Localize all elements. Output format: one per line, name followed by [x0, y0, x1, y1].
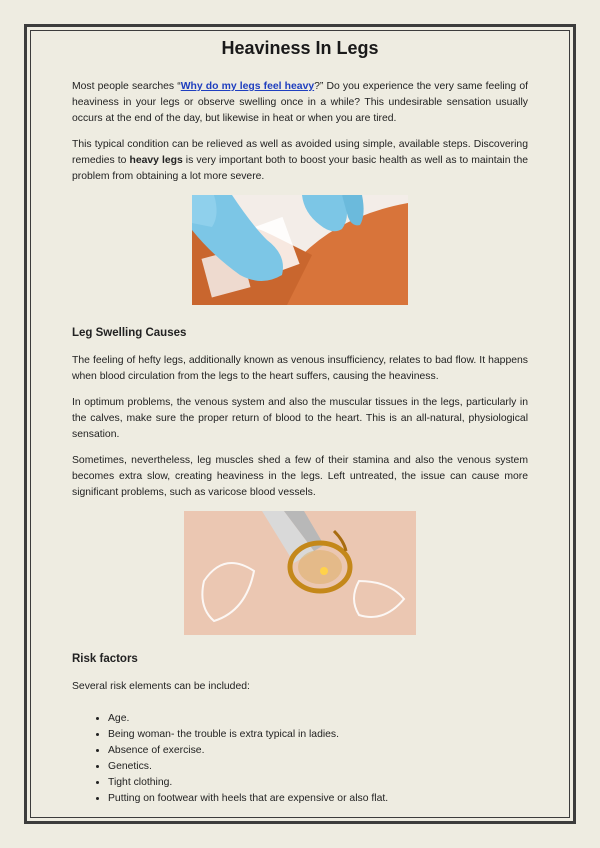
list-item: • Being woman- the trouble is extra typical in ladies.	[108, 727, 528, 743]
page-title: Heaviness In Legs	[221, 38, 379, 58]
causes-paragraph-1: The feeling of hefty legs, additionally known as venous insufficiency, relates to bad flow. It happens when blood circulation from the legs to the heart suffers, causing the heaviness.	[72, 355, 528, 382]
intro-text-end: ?” Do you experience the very same feeling of heaviness in your legs or observe swelling once in a while? This undesirable sensation usually occurs at the end of the day, but likewise in heat or when you are tired.	[72, 81, 528, 124]
leg-bandage-photo	[192, 195, 408, 305]
list-item: • Absence of exercise.	[108, 743, 528, 759]
remedies-paragraph	[72, 137, 528, 185]
document-content	[72, 34, 528, 807]
list-item: • Age.	[108, 711, 528, 727]
list-item: • Tight clothing.	[108, 775, 528, 791]
heavy-legs-link[interactable]: Why do my legs feel heavy	[180, 81, 315, 92]
heavy-legs-bold: heavy legs	[129, 155, 183, 166]
risk-factors-list	[72, 711, 528, 807]
intro-paragraph	[72, 79, 528, 127]
causes-paragraph-2: In optimum problems, the venous system and also the muscular tissues in the legs, particularly in the calves, make sure the proper return of blood to the heart. This is an all-natural, physiological sensation.	[72, 397, 528, 440]
list-item: • Putting on footwear with heels that are expensive or also flat.	[108, 791, 528, 807]
list-item: • Genetics.	[108, 759, 528, 775]
intro-text-start: Most people searches “	[72, 81, 181, 92]
risk-factors-intro: Several risk elements can be included:	[72, 681, 250, 692]
remedies-text-end: is very important both to boost your basic health as well as to maintain the problem from obtaining a lot more severe.	[72, 155, 528, 182]
causes-paragraph-3: Sometimes, nevertheless, leg muscles shed a few of their stamina and also the venous system becomes extra slow, creating heaviness in the legs. Left untreated, the issue can cause more significant problems, such as varicose blood vessels.	[72, 455, 528, 498]
leg-swelling-causes-heading: Leg Swelling Causes	[72, 327, 187, 339]
remedies-text-start: This typical condition can be relieved as well as avoided using simple, available steps. Discovering remedies to	[72, 139, 528, 166]
risk-factors-heading: Risk factors	[72, 653, 138, 665]
laser-treatment-photo	[184, 511, 416, 635]
